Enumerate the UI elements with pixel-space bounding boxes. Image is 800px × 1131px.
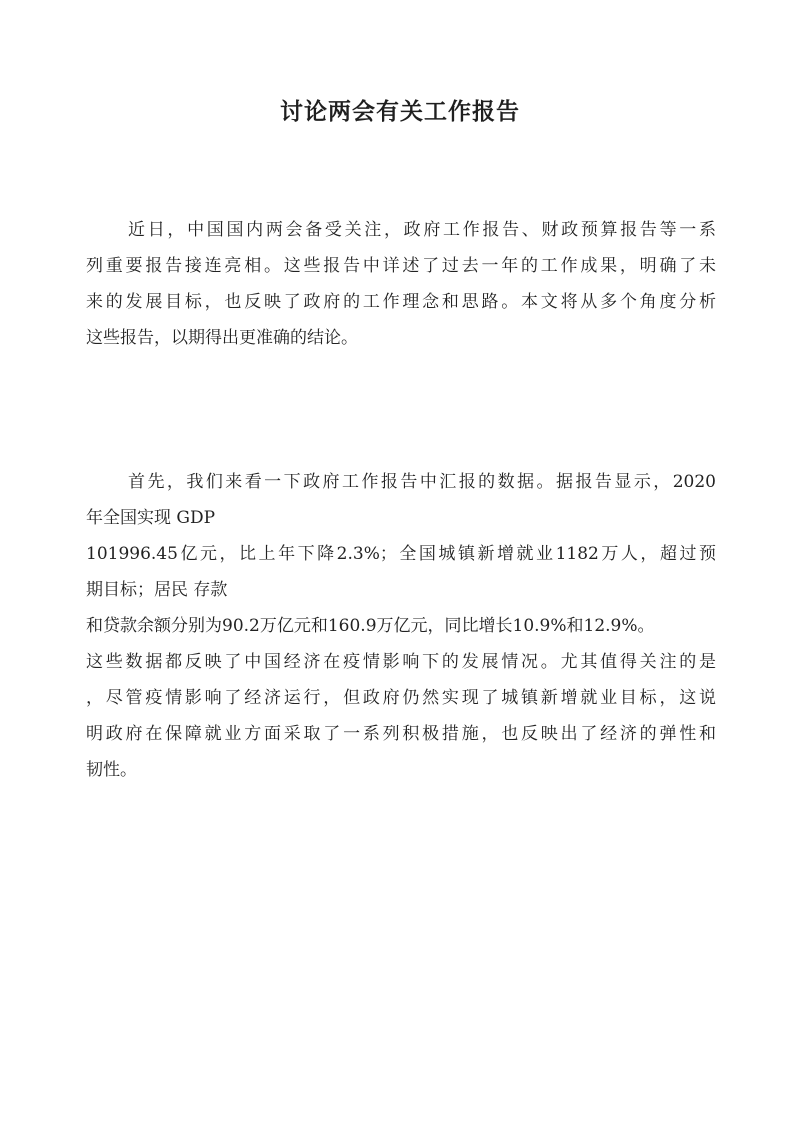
paragraph-line: 期目标；居民 存款	[86, 580, 228, 600]
paragraph-line: 这些数据都反映了中国经济在疫情影响下的发展情况。尤其值得关注的是	[86, 652, 716, 672]
paragraph-line: 明政府在保障就业方面采取了一系列积极措施，也反映出了经济的弹性和	[86, 724, 716, 744]
paragraph-line: 近日，中国国内两会备受关注，政府工作报告、财政预算报告等一系	[128, 220, 716, 240]
paragraph-line: 来的发展目标，也反映了政府的工作理念和思路。本文将从多个角度分析	[86, 292, 716, 312]
paragraph-line: 列重要报告接连亮相。这些报告中详述了过去一年的工作成果，明确了未	[86, 256, 716, 276]
paragraph-line: 韧性。	[86, 760, 137, 780]
paragraph-line: ，尽管疫情影响了经济运行，但政府仍然实现了城镇新增就业目标，这说	[86, 688, 716, 708]
paragraph-line: 和贷款余额分别为90.2万亿元和160.9万亿元，同比增长10.9%和12.9%。	[86, 616, 655, 636]
paragraph-intro	[86, 212, 716, 356]
paragraph-line: 年全国实现 GDP	[86, 508, 216, 528]
document-title: 讨论两会有关工作报告	[280, 98, 520, 125]
paragraph-line: 101996.45亿元，比上年下降2.3%；全国城镇新增就业1182万人，超过预	[86, 544, 716, 564]
paragraph-data-analysis	[86, 464, 716, 788]
paragraph-line: 这些报告，以期得出更准确的结论。	[86, 328, 358, 348]
paragraph-line: 首先，我们来看一下政府工作报告中汇报的数据。据报告显示，2020	[128, 472, 716, 492]
